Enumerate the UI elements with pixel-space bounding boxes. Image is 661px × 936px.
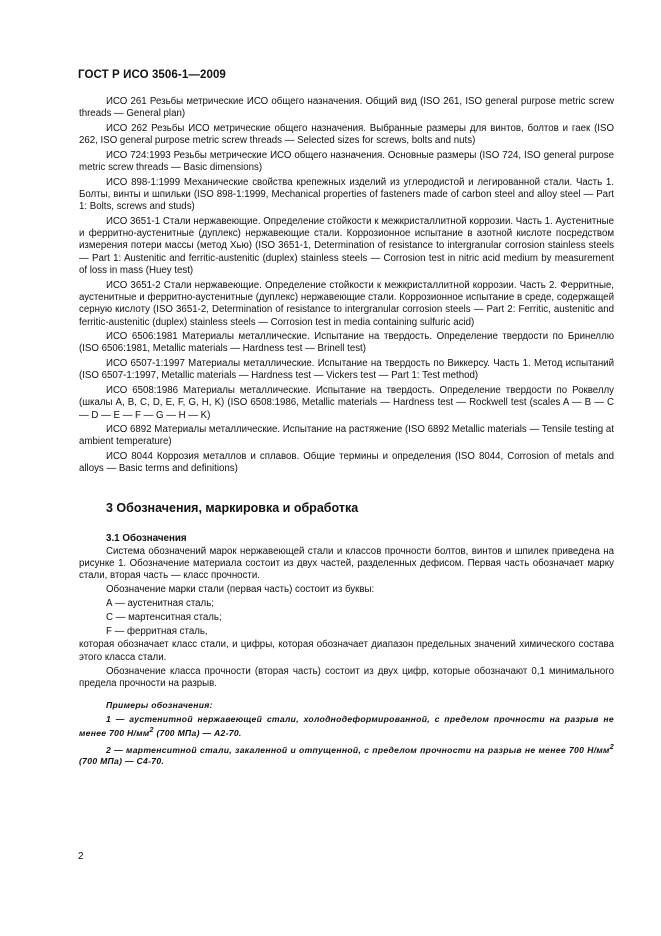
reference-iso-3651-2: ИСО 3651-2 Стали нержавеющие. Определение стойкости к межкристаллитной коррозии. Часть 2. Ферритные, аустенитные и ферритно-аустенитные (дуплекс) нержавеющие стали. Коррозионное испытание в среде, содержащей серную кислоту (ISO 3651-2, Determination of resistance to intergranular corrosion steels — Part 2: Ferritic, austenitic and ferritic-austenitic (duplex) stainless steels — Corrosion test in media containing sulfuric acid): [79, 279, 614, 328]
section-3-title: 3 Обозначения, маркировка и обработка: [106, 500, 359, 515]
example-1-text: 1 — аустенитной нержавеющей стали, холоднодеформированной, с пределом прочности на разрыв не менее 700 Н/мм: [79, 713, 614, 739]
example-2-text: 2 — мартенситной стали, закаленной и отпущенной, с пределом прочности на разрыв не менее 700 Н/мм: [106, 744, 610, 755]
document-header: ГОСТ Р ИСО 3506-1—2009: [78, 69, 226, 81]
example-2-tail: (700 МПа) — С4-70.: [79, 756, 165, 767]
reference-iso-8044: ИСО 8044 Коррозия металлов и сплавов. Общие термины и определения (ISO 8044, Corrosion of metals and alloys — Basic terms and definitions): [79, 450, 614, 475]
reference-iso-261: ИСО 261 Резьбы метрические ИСО общего назначения. Общий вид (ISO 261, ISO general purpose metric screw threads — General plan): [79, 96, 614, 120]
reference-iso-6507-1: ИСО 6507-1:1997 Материалы металлические. Испытание на твердость по Виккерсу. Часть 1. Метод испытаний (ISO 6507-1:1997, Metallic materials — Hardness test — Vickers test — Part 1: Test method): [79, 358, 614, 382]
reference-iso-6508: ИСО 6508:1986 Материалы металлические. Испытание на твердость. Определение твердости по Роквеллу (шкалы A, B, C, D, E, F, G, H, K) (ISO 6508:1986, Metallic materials — Hardness test — Rockwell test (scales A — B — C — D — E — F — G — H — K): [79, 384, 614, 421]
subsection-3-1-title: 3.1 Обозначения: [106, 532, 187, 544]
reference-iso-6892: ИСО 6892 Материалы металлические. Испытание на растяжение (ISO 6892 Metallic materials — Tensile testing at ambient temperature): [79, 424, 614, 448]
page-number: 2: [78, 851, 84, 862]
example-2: [79, 742, 614, 768]
example-1-superscript: 2: [149, 726, 154, 735]
examples-title: Примеры обозначения:: [106, 700, 213, 711]
reference-iso-898-1: ИСО 898-1:1999 Механические свойства крепежных изделий из углеродистой и легированной стали. Часть 1. Болты, винты и шпильки (ISO 898-1:1999, Mechanical properties of fasteners made of carbon steel and alloy steel — Part 1: Bolts, screws and studs): [79, 176, 614, 213]
steel-grade-paragraph: Обозначение марки стали (первая часть) состоит из буквы:: [106, 584, 375, 596]
page-content: [79, 96, 614, 768]
reference-iso-724: ИСО 724:1993 Резьбы метрические ИСО общего назначения. Основные размеры (ISO 724, ISO general purpose metric screw threads — Basic dimensions): [79, 149, 614, 174]
reference-iso-262: ИСО 262 Резьбы ИСО метрические общего назначения. Выбранные размеры для винтов, болтов и гаек (ISO 262, ISO general purpose metric screw threads — Selected sizes for screws, bolts and nuts): [79, 122, 614, 147]
property-class-paragraph: Обозначение класса прочности (вторая часть) состоит из двух цифр, которые обозначают 0,1 минимального предела прочности на разрыв.: [79, 665, 614, 689]
letter-f-item: F — ферритная сталь,: [106, 625, 208, 637]
reference-iso-3651-1: ИСО 3651-1 Стали нержавеющие. Определение стойкости к межкристаллитной коррозии. Часть 1. Аустенитные и ферритно-аустенитные (дуплекс) нержавеющие стали. Коррозионное испытание в азотной кислоте посредством измерения потери массы (метод Хью) (ISO 3651-1, Determination of resistance to intergranular corrosion stainless steels — Part 1: Austenitic and ferritic-austenitic (duplex) stainless steels — Corrosion test in nitric acid medium by measurement of loss in mass (Huey test): [79, 215, 614, 277]
example-1-tail: (700 МПа) — А2-70.: [153, 728, 242, 739]
example-1: [79, 714, 614, 740]
example-2-superscript: 2: [609, 742, 614, 751]
reference-iso-6506: ИСО 6506:1981 Материалы металлические. Испытание на твердость. Определение твердости по Бринеллю (ISO 6506:1981, Metallic materials — Hardness test — Brinell test): [79, 331, 614, 355]
letter-c-item: С — мартенситная сталь;: [106, 611, 222, 623]
steel-class-paragraph: которая обозначает класс стали, и цифры, которая обозначает диапазон предельных значений химического состава этого класса стали.: [79, 639, 614, 663]
designation-paragraph: Система обозначений марок нержавеющей стали и классов прочности болтов, винтов и шпилек приведена на рисунке 1. Обозначение материала состоит из двух частей, разделенных дефисом. Первая часть обозначает марку стали, вторая часть — класс прочности.: [79, 545, 614, 582]
letter-a-item: А — аустенитная сталь;: [106, 598, 214, 610]
examples-block: [79, 700, 614, 768]
